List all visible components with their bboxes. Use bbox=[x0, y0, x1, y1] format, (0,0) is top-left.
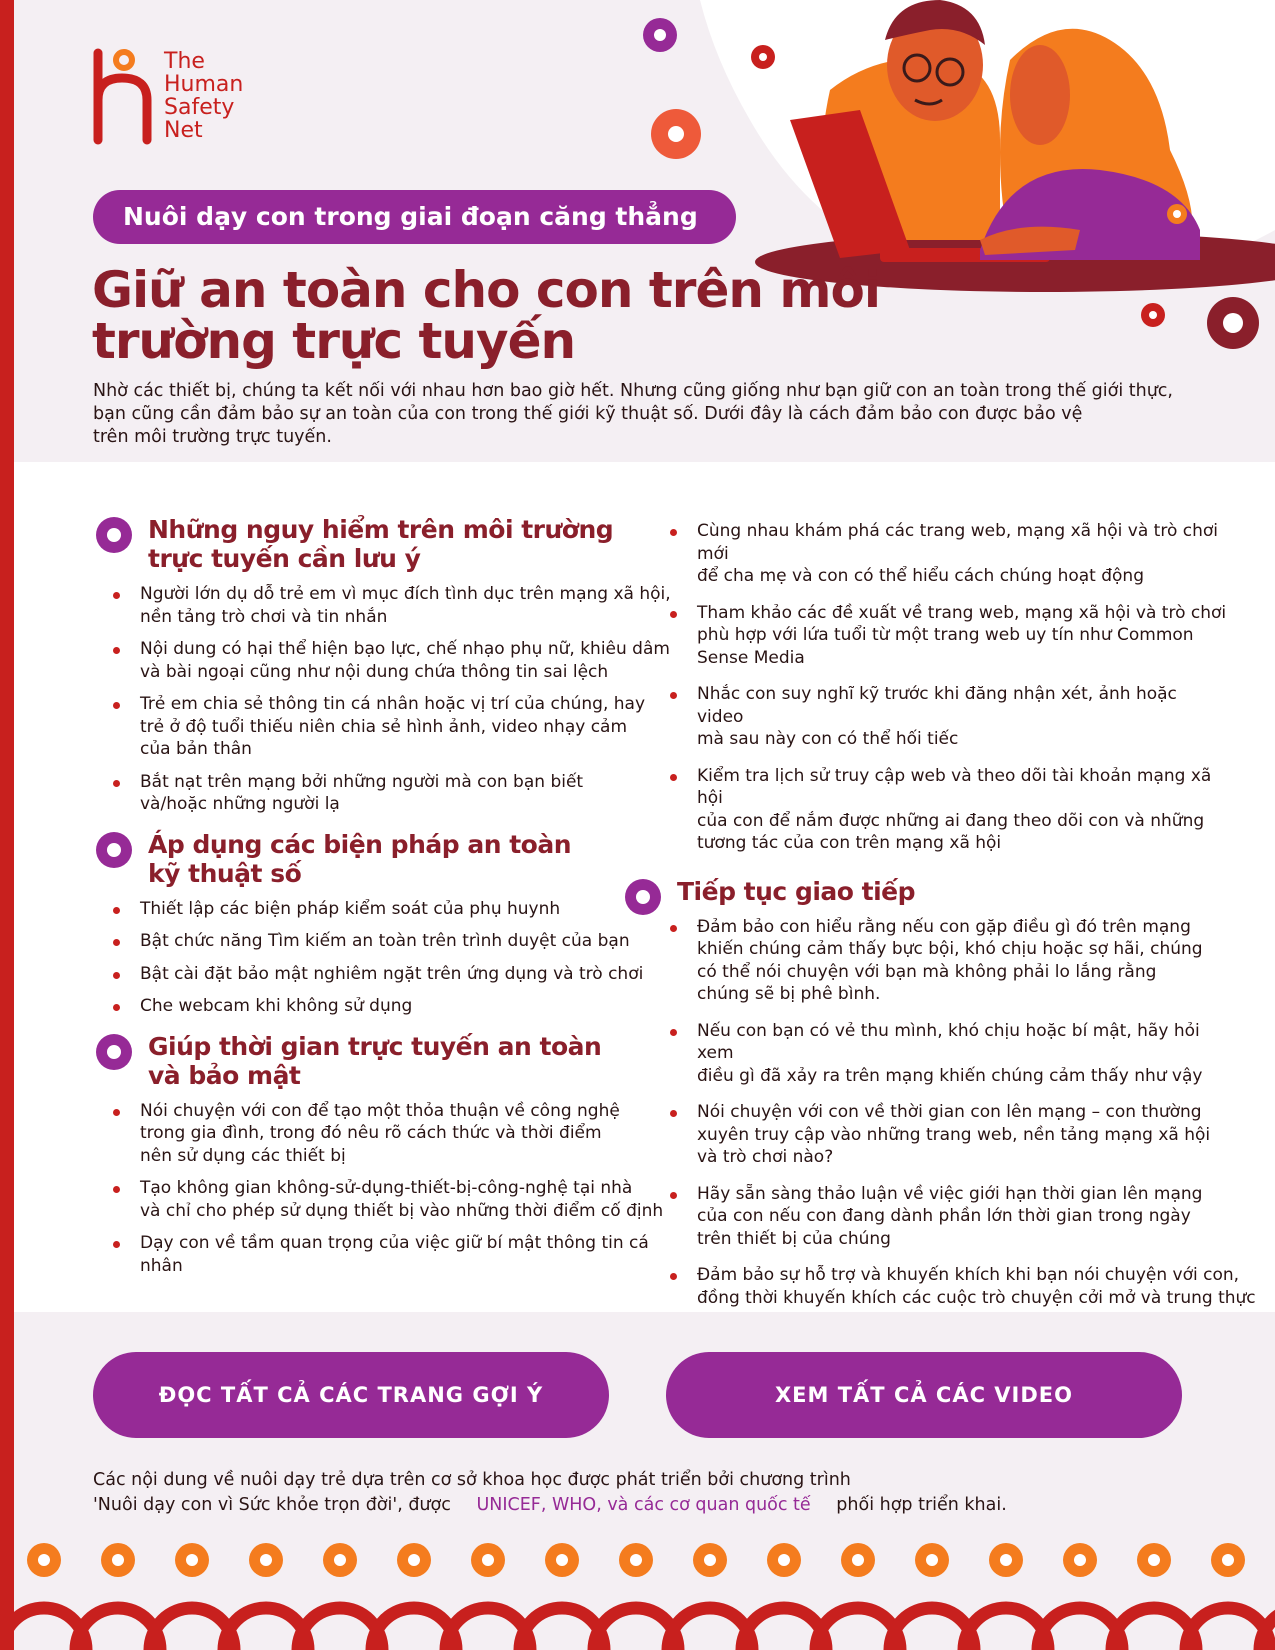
item-line: của con nếu con đang dành phần lớn thời gian trong ngày bbox=[697, 1206, 1191, 1226]
intro-line: Nhờ các thiết bị, chúng ta kết nối với nhau hơn bao giờ hết. Nhưng cũng giống như bạn giữ con an toàn trong thế giới thực, bbox=[93, 381, 1173, 401]
title-line: trường trực tuyến bbox=[92, 312, 576, 370]
list-item bbox=[657, 683, 1227, 751]
item-line: Trẻ em chia sẻ thông tin cá nhân hoặc vị trí của chúng, hay bbox=[140, 694, 646, 714]
logo-line: Human bbox=[164, 72, 244, 97]
item-line: và trò chơi nào? bbox=[697, 1147, 834, 1167]
orange-dot-center bbox=[38, 1554, 50, 1566]
list-item bbox=[657, 520, 1227, 588]
orange-dot-center bbox=[926, 1554, 938, 1566]
footnote bbox=[93, 1468, 1093, 1518]
list-item bbox=[657, 1264, 1256, 1309]
item-line: tương tác của con trên mạng xã hội bbox=[697, 833, 1002, 853]
ring-bullet-icon bbox=[625, 879, 661, 915]
item-line: phù hợp với lứa tuổi từ một trang web uy tín như Common bbox=[697, 625, 1194, 645]
intro-line: bạn cũng cần đảm bảo sự an toàn của con trong thế giới kỹ thuật số. Dưới đây là cách đảm bảo con được bảo vệ bbox=[93, 404, 1083, 424]
orange-dot-center bbox=[186, 1554, 198, 1566]
orange-dot-center bbox=[1148, 1554, 1160, 1566]
read-all-tips-button[interactable]: ĐỌC TẤT CẢ CÁC TRANG GỢI Ý bbox=[93, 1352, 609, 1438]
ring-bullet-icon bbox=[96, 832, 132, 868]
orange-dot-center bbox=[334, 1554, 346, 1566]
logo-line: Net bbox=[164, 118, 203, 143]
item-line: Che webcam khi không sử dụng bbox=[140, 996, 413, 1016]
intro-line: trên môi trường trực tuyến. bbox=[93, 427, 332, 447]
orange-dot-center bbox=[408, 1554, 420, 1566]
item-line: Bật cài đặt bảo mật nghiêm ngặt trên ứng dụng và trò chơi bbox=[140, 963, 644, 984]
orange-dot-center bbox=[1000, 1554, 1012, 1566]
list-item bbox=[96, 930, 676, 953]
footnote-text: phối hợp triển khai. bbox=[836, 1495, 1007, 1515]
item-line: Dạy con về tầm quan trọng của việc giữ bí mật thông tin cá nhân bbox=[140, 1233, 649, 1276]
section-heading bbox=[96, 1032, 676, 1090]
list-item bbox=[657, 916, 1227, 1006]
decor-circle-orange bbox=[648, 106, 704, 162]
watch-all-videos-button[interactable]: XEM TẤT CẢ CÁC VIDEO bbox=[666, 1352, 1182, 1438]
list-item bbox=[657, 1183, 1227, 1251]
orange-dot-center bbox=[1222, 1554, 1234, 1566]
list-item bbox=[96, 1100, 676, 1168]
section-title-line: kỹ thuật số bbox=[148, 858, 302, 888]
list-item bbox=[96, 771, 676, 816]
item-line: điều gì đã xảy ra trên mạng khiến chúng cảm thấy như vậy bbox=[697, 1065, 1203, 1086]
logo-line: Safety bbox=[164, 95, 235, 120]
item-line: Nói chuyện với con về thời gian con lên mạng – con thường bbox=[697, 1102, 1202, 1122]
orange-dot-center bbox=[556, 1554, 568, 1566]
item-line: và/hoặc những người lạ bbox=[140, 794, 340, 814]
item-line: Sense Media bbox=[697, 647, 805, 668]
item-line: và chỉ cho phép sử dụng thiết bị vào những thời điểm cố định bbox=[140, 1200, 664, 1221]
item-line: Tham khảo các đề xuất về trang web, mạng xã hội và trò chơi bbox=[697, 602, 1227, 623]
item-line: để cha mẹ và con có thể hiểu cách chúng hoạt động bbox=[697, 566, 1144, 586]
item-line: Bắt nạt trên mạng bởi những người mà con bạn biết bbox=[140, 771, 584, 792]
orange-dot-center bbox=[1074, 1554, 1086, 1566]
decor-circle-maroon bbox=[1205, 295, 1261, 351]
orange-dot-center bbox=[852, 1554, 864, 1566]
decor-circle-red-right bbox=[1138, 300, 1168, 330]
footnote-text: 'Nuôi dạy con vì Sức khỏe trọn đời', được bbox=[93, 1495, 451, 1515]
section-keep-communicating bbox=[657, 876, 1256, 1310]
item-line: Thiết lập các biện pháp kiểm soát của phụ huynh bbox=[140, 898, 561, 919]
item-line: Nội dung có hại thể hiện bạo lực, chế nhạo phụ nữ, khiêu dâm bbox=[140, 639, 670, 659]
orange-dot-center bbox=[704, 1554, 716, 1566]
section-online-dangers bbox=[96, 515, 676, 816]
section-title-line: trực tuyến cần lưu ý bbox=[148, 544, 421, 573]
section-title-line: Những nguy hiểm trên môi trường bbox=[148, 515, 614, 544]
item-line: Hãy sẵn sàng thảo luận về việc giới hạn thời gian lên mạng bbox=[697, 1183, 1203, 1204]
footnote-line: Các nội dung về nuôi dạy trẻ dựa trên cơ sở khoa học được phát triển bởi chương trình bbox=[93, 1470, 851, 1490]
footnote-line bbox=[93, 1493, 1093, 1518]
orange-dot-center bbox=[482, 1554, 494, 1566]
list-item bbox=[96, 1232, 676, 1277]
section-heading bbox=[96, 515, 676, 573]
section-title-line: và bảo mật bbox=[148, 1060, 301, 1090]
ring-bullet-icon bbox=[96, 1034, 132, 1070]
right-list-top bbox=[657, 520, 1227, 855]
item-line: nền tảng trò chơi và tin nhắn bbox=[140, 606, 388, 627]
orange-dot-center bbox=[778, 1554, 790, 1566]
partners-link[interactable]: UNICEF, WHO, và các cơ quan quốc tế bbox=[476, 1495, 811, 1515]
item-line: Bật chức năng Tìm kiếm an toàn trên trình duyệt của bạn bbox=[140, 931, 630, 951]
list-item bbox=[657, 1101, 1227, 1169]
item-line: xuyên truy cập vào những trang web, nền tảng mạng xã hội bbox=[697, 1124, 1211, 1145]
orange-dot-center bbox=[112, 1554, 124, 1566]
item-line: của bản thân bbox=[140, 739, 252, 759]
item-line: mà sau này con có thể hối tiếc bbox=[697, 729, 959, 749]
item-line: Tạo không gian không-sử-dụng-thiết-bị-công-nghệ tại nhà bbox=[140, 1178, 633, 1198]
list-item bbox=[96, 1177, 676, 1222]
section-heading bbox=[625, 877, 1227, 906]
ring-bullet-icon bbox=[96, 517, 132, 553]
section-title-line: Giúp thời gian trực tuyến an toàn bbox=[148, 1031, 602, 1061]
list-item bbox=[96, 583, 676, 628]
left-accent-bar bbox=[0, 0, 14, 1650]
decor-circle-red-small bbox=[748, 42, 778, 72]
item-line: đồng thời khuyến khích các cuộc trò chuyện cởi mở và trung thực bbox=[697, 1287, 1256, 1308]
item-line: trên thiết bị của chúng bbox=[697, 1228, 891, 1249]
decor-circle-purple bbox=[640, 15, 680, 55]
item-line: Đảm bảo sự hỗ trợ và khuyến khích khi bạn nói chuyện với con, bbox=[697, 1265, 1240, 1285]
item-line: khiến chúng cảm thấy bực bội, khó chịu hoặc sợ hãi, chúng bbox=[697, 939, 1203, 959]
item-line: Kiểm tra lịch sử truy cập web và theo dõi tài khoản mạng xã hội bbox=[697, 765, 1212, 808]
item-line: Nếu con bạn có vẻ thu mình, khó chịu hoặc bí mật, hãy hỏi xem bbox=[697, 1020, 1200, 1063]
topic-pill: Nuôi dạy con trong giai đoạn căng thẳng bbox=[93, 190, 736, 244]
item-line: có thể nói chuyện với bạn mà không phải lo lắng rằng bbox=[697, 961, 1157, 982]
list-item bbox=[96, 995, 676, 1018]
item-line: Nói chuyện với con để tạo một thỏa thuận về công nghệ bbox=[140, 1100, 620, 1121]
section-title-line: Áp dụng các biện pháp an toàn bbox=[148, 829, 571, 859]
list-item bbox=[657, 602, 1227, 670]
list-item bbox=[96, 898, 676, 921]
section-title bbox=[148, 1032, 676, 1090]
section-title: Tiếp tục giao tiếp bbox=[677, 876, 916, 906]
page-title bbox=[92, 261, 892, 370]
logo-line: The bbox=[164, 49, 205, 74]
section-digital-safety bbox=[96, 830, 676, 1018]
item-line: trẻ ở độ tuổi thiếu niên chia sẻ hình ảnh, video nhạy cảm bbox=[140, 716, 628, 737]
decorative-circle-pattern bbox=[14, 1540, 1275, 1650]
list-item bbox=[96, 963, 676, 986]
intro-paragraph bbox=[93, 380, 1203, 449]
item-line: Người lớn dụ dỗ trẻ em vì mục đích tình dục trên mạng xã hội, bbox=[140, 584, 671, 604]
item-line: và bài ngoại cũng như nội dung chứa thông tin sai lệch bbox=[140, 661, 609, 682]
logo-wordmark bbox=[164, 50, 243, 142]
orange-dot-center bbox=[630, 1554, 642, 1566]
list-item bbox=[96, 693, 676, 761]
list-item bbox=[657, 765, 1227, 855]
section-heading bbox=[96, 830, 676, 888]
item-line: nên sử dụng các thiết bị bbox=[140, 1145, 346, 1166]
item-line: Đảm bảo con hiểu rằng nếu con gặp điều gì đó trên mạng bbox=[697, 916, 1191, 937]
item-line: trong gia đình, trong đó nêu rõ cách thức và thời điểm bbox=[140, 1123, 602, 1143]
list-item bbox=[657, 1020, 1227, 1088]
title-line: Giữ an toàn cho con trên môi bbox=[92, 261, 880, 319]
item-line: chúng sẽ bị phê bình. bbox=[697, 984, 881, 1004]
item-line: Cùng nhau khám phá các trang web, mạng xã hội và trò chơi mới bbox=[697, 521, 1219, 564]
section-title bbox=[148, 515, 676, 573]
orange-dot-center bbox=[260, 1554, 272, 1566]
item-line: của con để nắm được những ai đang theo dõi con và những bbox=[697, 810, 1205, 831]
list-item bbox=[96, 638, 676, 683]
section-safe-online-time bbox=[96, 1032, 676, 1278]
section-title bbox=[148, 830, 676, 888]
left-column bbox=[96, 515, 676, 1291]
item-line: Nhắc con suy nghĩ kỹ trước khi đăng nhận xét, ảnh hoặc video bbox=[697, 684, 1177, 727]
right-column bbox=[657, 520, 1256, 1323]
